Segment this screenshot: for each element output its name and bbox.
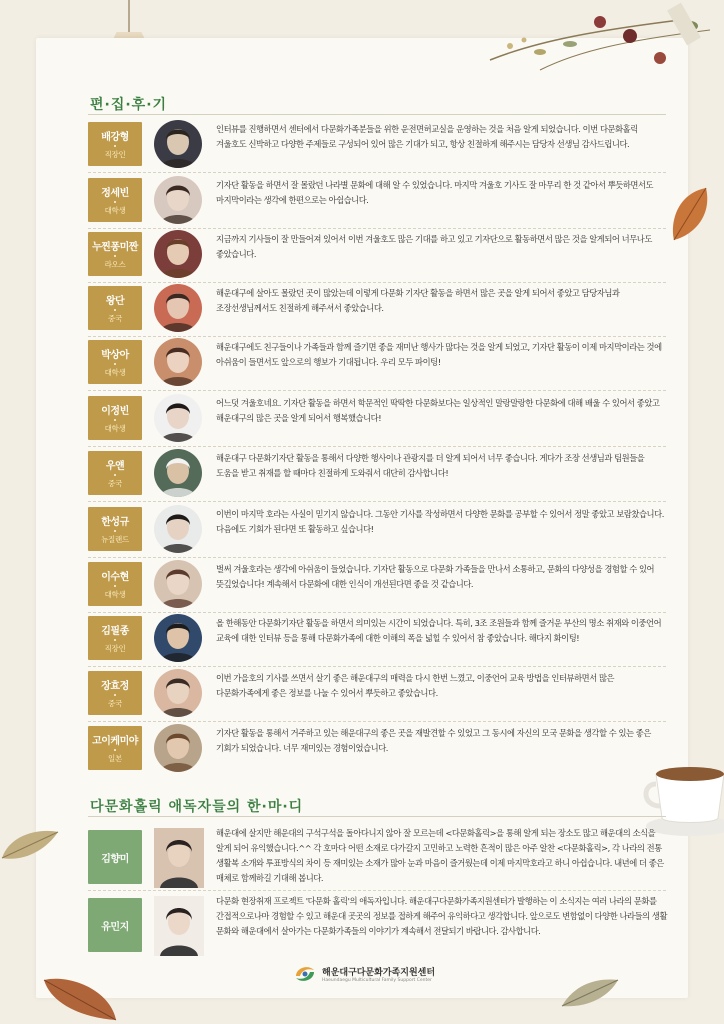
name-separator-dot [114,363,116,365]
editor-section-title: 편·집·후·기 [90,97,168,113]
reader-portrait-photo [154,896,204,956]
editor-role: 대학생 [104,424,126,433]
editor-portrait-photo [154,176,202,224]
center-logo [294,964,435,984]
editor-portrait-photo [154,120,202,168]
editor-comment: 벌써 겨울호라는 생각에 아쉬움이 들었습니다. 기자단 활동으로 다문화 가족들을 만나서 소통하고, 문화의 다양성을 경험할 수 있어 뜻깊었습니다! 계속해서 다문화에 대한 인식이 개선된다면 좋을 것 같습니다. [216,564,655,589]
lamp-cord-decoration [128,0,130,34]
leaf-bottom-right-decoration [560,976,620,1010]
editor-entry [88,396,666,444]
editor-entry [88,507,666,555]
editor-role: 중국 [108,314,122,323]
editor-name-tag [88,232,142,276]
editor-name: 배강형 [101,132,129,143]
leaf-bottom-left-decoration [0,824,60,864]
editor-role: 중국 [108,479,122,488]
name-separator-dot [114,145,116,147]
editor-role: 일본 [108,754,122,763]
name-separator-dot [114,255,116,257]
entry-divider [88,612,666,613]
entry-divider [88,336,666,337]
editor-portrait-photo [154,505,202,553]
entry-divider [88,282,666,283]
editor-entry [88,286,666,334]
editor-entry [88,122,666,170]
reader-comment: 해운대에 살지만 해운대의 구석구석을 돌아다니지 않아 잘 모르는데 <다문화홀릭>을 통해 알게 되는 장소도 많고 해운대의 소식을 알게 되어 유익했습니다.^^ 각 호마다 어떤 소재로 다가갈지 고민하고 노력한 흔적이 많은 아주 알찬 <다문화홀릭>, 각 나라의 전통 생활복 소개와 투표방식의 차이 등 재미있는 소재가 많아 눈과 마음이 즐거웠는데 이제 마지막호라고 하니 아쉽습니다. 내년에 더 좋은 매체로 함께하길 기대해 봅니다. [216,828,664,883]
editor-portrait-photo [154,230,202,278]
reader-name: 김향미 [101,853,129,865]
editor-comment: 인터뷰를 진행하면서 센터에서 다문화가족분들을 위한 운전면허교실을 운영하는 것을 처음 알게 되었습니다. 이번 다문화홀릭 겨울호도 신박하고 다양한 주제들로 구성되어 있어 많은 기대가 되고, 항상 친절하게 해주시는 담당자 선생님 감사드립니다. [216,124,638,149]
editor-portrait-photo [154,284,202,332]
name-separator-dot [114,201,116,203]
editor-name-tag [88,286,142,330]
editor-comment: 올 한해동안 다문화기자단 활동을 하면서 의미있는 시간이 되었습니다. 특히, 3조 조원들과 함께 즐거운 부산의 명소 취재와 이중언어 교육에 대한 인터뷰 등을 통해 다문화가족에 대한 이해의 폭을 넓힐 수 있어서 참 좋았습니다. 해다지 화이팅! [216,618,662,643]
editor-role: 대학생 [104,590,126,599]
editor-comment: 해운대구 다문화기자단 활동을 통해서 다양한 행사이나 관광지를 더 알게 되어서 너무 좋습니다. 게다가 조장 선생님과 팀원들을 도움을 받고 취재를 할 때마다 친절하게 도와줘서 대단히 감사합니다! [216,453,645,478]
editor-entry [88,562,666,610]
reader-name: 유민지 [101,921,129,933]
editor-portrait-photo [154,394,202,442]
name-separator-dot [114,419,116,421]
editor-entry [88,232,666,280]
editor-name: 김필종 [101,626,129,637]
editor-name-tag [88,726,142,770]
editor-portrait-photo [154,614,202,662]
center-name-english: Haeundaegu Multicultural Family Support Center [322,978,432,983]
editor-role: 대학생 [104,206,126,215]
reader-comment: 다문화 현장취재 프로젝트 '다문화 홀릭'의 애독자입니다. 해운대구다문화가족지원센터가 발행하는 이 소식지는 여러 나라의 문화를 간접적으로나마 경험할 수 있고 해운대 곳곳의 정보를 접하게 해주어 유익하다고 생각합니다. 앞으로도 변함없이 다양한 나라들의 생활 문화와 해운대에서 살아가는 다문화가족들의 이야기가 계속해서 전달되기 바랍니다. 감사합니다. [216,896,668,936]
editor-role: 라오스 [104,260,126,269]
entry-divider [88,172,666,173]
editor-role: 중국 [108,699,122,708]
editor-comment: 지금까지 기사들이 잘 만들어져 있어서 이번 겨울호도 많은 기대를 하고 있고 기자단으로 활동하면서 많은 것을 알게되어 너무나도 좋았습니다. [216,234,652,259]
editor-name: 이수현 [101,572,129,583]
editor-entry [88,726,666,774]
editor-comment: 해운대구에 살아도 몰랐던 곳이 많았는데 이렇게 다문화 기자단 활동을 하면서 많은 곳을 알게 되어서 좋았고 담당자님과 조장선생님께서도 친절하게 해주셔서 좋았습니다. [216,288,620,313]
entry-divider [88,721,666,722]
dried-flowers-decoration [480,0,724,90]
editor-entry [88,178,666,226]
editor-role: 직장인 [104,150,126,159]
reader-section-title: 다문화홀릭 애독자들의 한·마·디 [90,799,304,815]
entry-divider [88,557,666,558]
editor-name-tag [88,507,142,551]
editor-role: 뉴질랜드 [101,535,129,544]
entry-divider [88,446,666,447]
name-separator-dot [114,309,116,311]
editor-entry [88,616,666,664]
editor-comment: 이번 가을호의 기사를 쓰면서 살기 좋은 해운대구의 매력을 다시 한번 느꼈고, 이중언어 교육 방법을 인터뷰하면서 많은 다문화가족에게 좋은 정보를 나눌 수 있어서 뿌듯하고 좋았습니다. [216,673,615,698]
editor-portrait-photo [154,669,202,717]
editor-role: 직장인 [104,644,126,653]
editor-name: 우얜 [105,461,125,472]
editor-name-tag [88,396,142,440]
editor-name: 이정빈 [101,406,129,417]
editor-name-tag [88,178,142,222]
editor-name-tag [88,562,142,606]
editor-name: 왕단 [105,296,125,307]
editor-name-tag [88,340,142,384]
reader-entry [88,826,666,890]
reader-entry [88,894,666,958]
reader-name-tag [88,830,142,884]
editor-comment: 어느덧 겨울호네요. 기자단 활동을 하면서 학문적인 딱딱한 다문화보다는 일상적인 말랑말랑한 다문화에 대해 배울 수 있어서 좋았고 해운대구의 많은 곳을 알게 되어서 행복했습니다! [216,398,660,423]
entry-divider [88,501,666,502]
center-name: 해운대구다문화가족지원센터 [322,968,436,978]
reader-portrait-photo [154,828,204,888]
editor-comment: 이번이 마지막 호라는 사실이 믿기지 않습니다. 그동안 기사를 작성하면서 다양한 문화를 공부할 수 있어서 정말 좋았고 보람찼습니다. 다음에도 기회가 된다면 또 활동하고 싶습니다! [216,509,664,534]
entry-divider [88,666,666,667]
editor-comment: 해운대구에도 친구들이나 가족들과 함께 즐기면 좋을 재미난 행사가 많다는 것을 알게 되었고, 기자단 활동이 이제 마지막이라는 것에 아쉬움이 들면서도 앞으로의 행보가 기대됩니다. 우리 모두 파이팅! [216,342,662,367]
editor-name: 누찐퐁미짠 [92,242,138,253]
editor-name-tag [88,671,142,715]
editor-comment: 기자단 활동을 하면서 잘 몰랐던 나라별 문화에 대해 알 수 있었습니다. 마지막 겨울호 기사도 잘 마무리 한 것 같아서 뿌듯하면서도 마지막이라는 생각에 한편으로는 아쉽습니다. [216,180,654,205]
editor-name: 한성규 [101,517,129,528]
editor-name: 정세빈 [101,188,129,199]
editor-entry [88,671,666,719]
editor-portrait-photo [154,560,202,608]
name-separator-dot [114,474,116,476]
reader-divider [88,890,666,891]
editor-name-tag [88,122,142,166]
entry-divider [88,390,666,391]
editor-name-tag [88,451,142,495]
leaf-bottom-decoration [40,972,120,1024]
autumn-leaf-decoration [666,184,716,244]
name-separator-dot [114,694,116,696]
name-separator-dot [114,585,116,587]
editor-entry [88,451,666,499]
editor-portrait-photo [154,449,202,497]
editor-title-underline [88,114,666,115]
reader-title-underline [88,816,666,817]
center-logo-icon [294,964,316,984]
editor-name: 장효정 [101,681,129,692]
entry-divider [88,228,666,229]
editor-entry [88,340,666,388]
editor-role: 대학생 [104,368,126,377]
editor-portrait-photo [154,338,202,386]
editor-name-tag [88,616,142,660]
editor-name: 고이케미야 [92,736,138,747]
name-separator-dot [114,749,116,751]
editor-portrait-photo [154,724,202,772]
name-separator-dot [114,530,116,532]
editor-comment: 기자단 활동을 통해서 거주하고 있는 해운대구의 좋은 곳을 재발견할 수 있었고 그 동시에 자신의 모국 문화을 생각할 수 있는 좋은 기회가 되었습니다. 너무 재미있는 경험이었습니다. [216,728,651,753]
reader-name-tag [88,898,142,952]
name-separator-dot [114,639,116,641]
editor-name: 박상아 [101,350,129,361]
